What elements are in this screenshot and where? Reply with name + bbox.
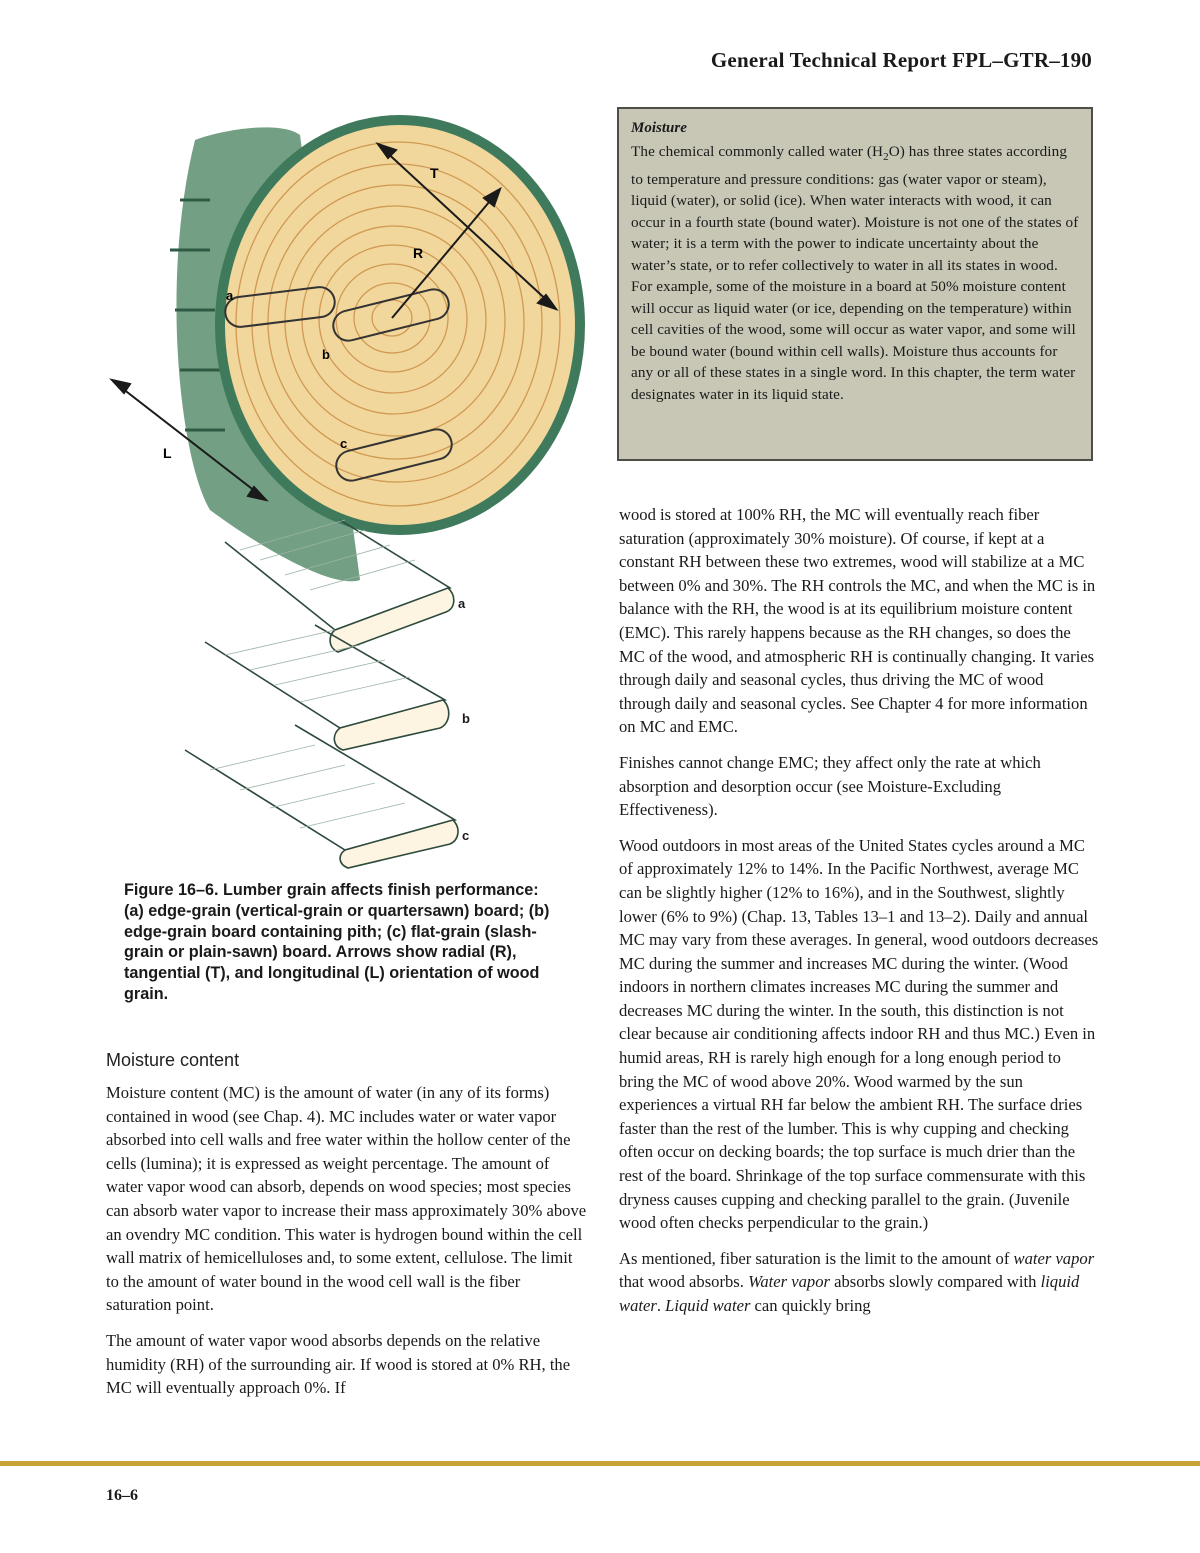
label-tangential: T — [430, 165, 439, 181]
paragraph: Moisture content (MC) is the amount of water (in any of its forms) contained in wood (see Chap. 4). MC includes water or water vapor absorbed into cell walls and free water within the hollow center of the cells (lumina); it is expressed as weight percentage. The amount of water vapor wood can absorb, depends on wood species; most species can absorb water vapor to increase their mass approximately 30% above an ovendry MC condition. This water is hydrogen bound within the cell wall matrix of hemicelluloses and, to some extent, cellulose. The limit to the amount of water bound in the wood cell wall is the fiber saturation point. — [106, 1083, 587, 1315]
label-log-b: b — [322, 347, 330, 362]
lumber-grain-figure — [100, 80, 600, 880]
log-illustration — [112, 120, 580, 581]
footer-rule — [0, 1461, 1200, 1466]
board-c — [185, 725, 469, 868]
label-log-c: c — [340, 436, 348, 451]
figure-caption: Figure 16–6. Lumber grain affects finish performance: (a) edge-grain (vertical-grain or quartersawn) board; (b) edge-grain board containing pith; (c) flat-grain (slash-grain or plain-sawn) board. Arrows show radial (R), tangential (T), and longitudinal (L) orientation of wood grain. — [124, 881, 550, 1003]
label-log-a: a — [226, 288, 234, 303]
board-label-a: a — [458, 596, 466, 611]
left-column — [106, 1081, 588, 1412]
board-label-b: b — [462, 711, 470, 726]
paragraph: Wood outdoors in most areas of the United States cycles around a MC of approximately 12% to 14%. In the Pacific Northwest, average MC can be slightly higher (12% to 16%), and in the Southwest, slightly lower (6% to 9%) (Chap. 13, Tables 13–1 and 13–2). Daily and annual MC may vary from these averages. In general, wood outdoors decreases MC during the summer and increases MC during the winter. (Wood indoors in northern climates increases MC during the summer and decreases MC during the winter. In the south, this distinction is not clear because air conditioning affects indoor RH and thus MC.) Even in humid areas, RH is rarely high enough for a long enough period to bring the MC of wood above 20%. Wood warmed by the sun experiences a virtual RH far below the ambient RH. The surface dries faster than the rest of the lumber. This is why cupping and checking often occur on decking boards; the top surface is much drier than the rest of the board. Shrinkage of the top surface commensurate with this dryness causes cupping and checking parallel to the grain. (Juvenile wood often checks perpendicular to the grain.) — [619, 835, 1099, 1233]
board-label-c: c — [462, 828, 470, 843]
sidebar-text: The chemical commonly called water $(H_2O)$ has three states according to temperature and pressure conditions: gas (water vapor or steam), liquid (water), or solid (ice). When water interacts with wood, it can occur in a fourth state (bound water). Moisture is not one of the states of water; it is a term with the power to indicate uncertainty about the water’s state, or to refer collectively to water in all its states in wood. For example, some of the moisture in a board at 50% moisture content will occur as liquid water (or ice, depending on the temperature) within cell cavities of the wood, some will occur as water vapor, and some will be bound water (bound within cell walls). Moisture thus accounts for any or all of these states in a single word. In this chapter, the term water designates water in its liquid state. — [631, 143, 1079, 403]
running-head: General Technical Report FPL–GTR–190 — [710, 48, 1092, 72]
sidebar-title: Moisture — [631, 120, 687, 136]
moisture-sidebar — [617, 107, 1093, 461]
paragraph: wood is stored at 100% RH, the MC will eventually reach fiber saturation (approximately 30% moisture). Of course, if kept at a constant RH between these two extremes, wood will stabilize at a MC between 0% and 30%. The RH controls the MC, and when the MC is in balance with the RH, the wood is at its equilibrium moisture content (EMC). This rarely happens because as the RH changes, so does the MC of the wood, and atmospheric RH is continually changing. It varies through daily and seasonal cycles, thus driving the MC of wood through daily and seasonal cycles. See Chapter 4 for more information on MC and EMC. — [619, 505, 1096, 737]
paragraph: Finishes cannot change EMC; they affect only the rate at which absorption and desorption occur (see Moisture-Excluding Effectiveness). — [619, 752, 1041, 820]
section-heading: Moisture content — [106, 1050, 240, 1070]
label-longitudinal: L — [163, 445, 172, 461]
subscript: 2 — [883, 151, 889, 164]
page-number: 16–6 — [106, 1487, 138, 1504]
paragraph: As mentioned, fiber saturation is the limit to the amount of water vapor that wood absorbs. Water vapor absorbs slowly compared with liquid water. Liquid water can quickly bring — [619, 1248, 1095, 1315]
paragraph: The amount of water vapor wood absorbs depends on the relative humidity (RH) of the surrounding air. If wood is stored at 0% RH, the MC will eventually approach 0%. If — [106, 1330, 571, 1398]
label-radial: R — [413, 245, 424, 261]
right-column — [619, 503, 1099, 1330]
